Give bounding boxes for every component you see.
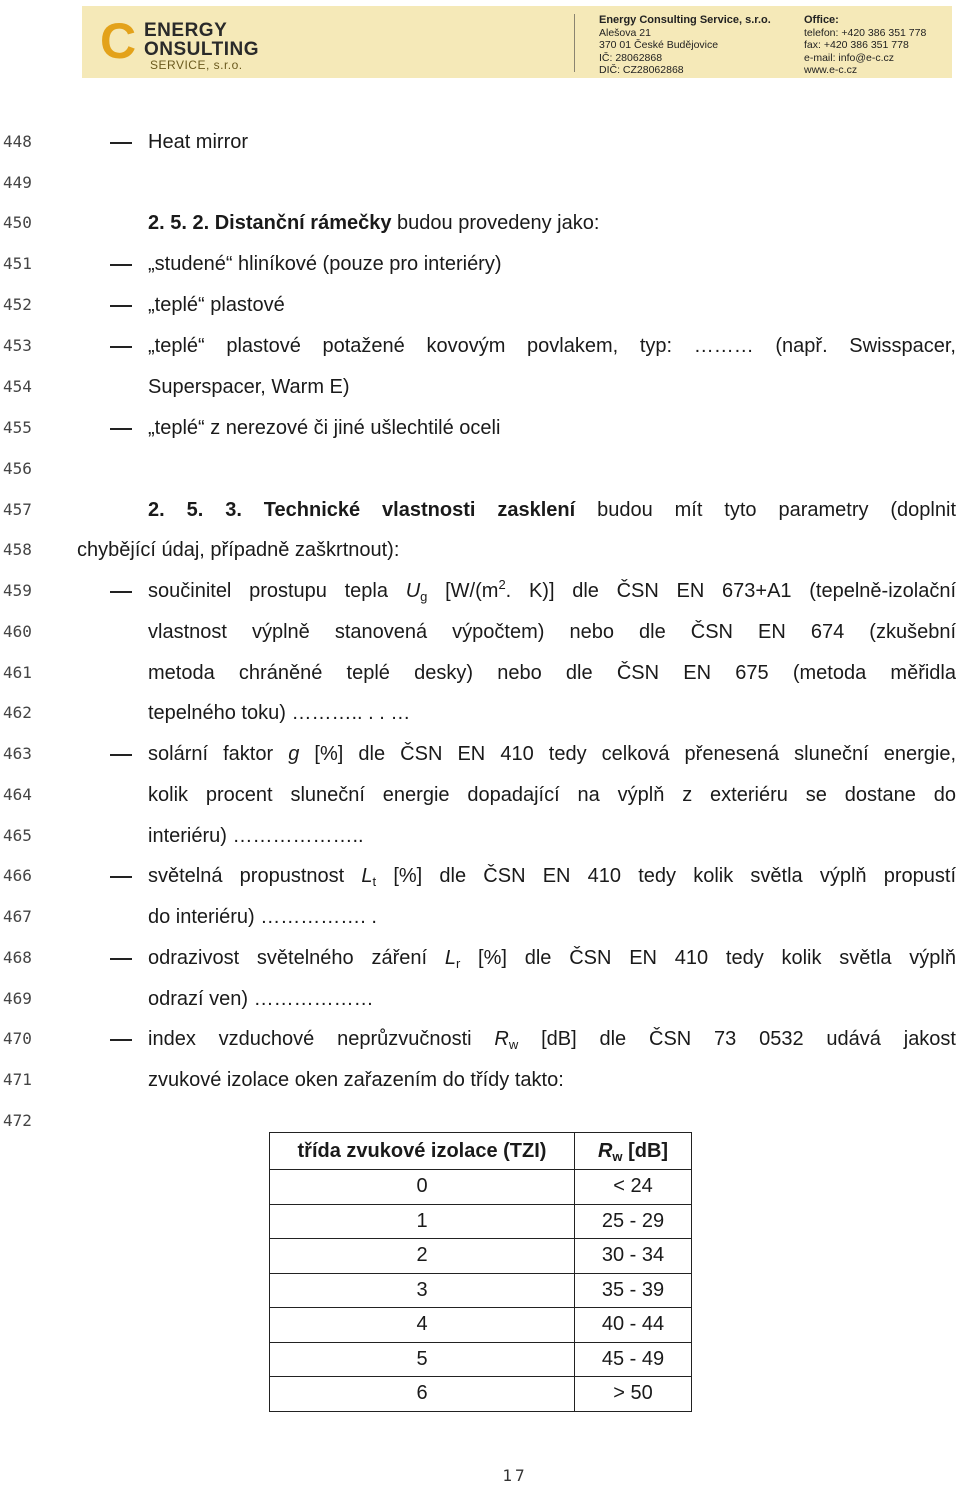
unit: [dB] [622,1139,669,1162]
text-span: světelná propustnost [148,865,362,887]
line-number: 472 [3,1111,32,1130]
list-item [148,742,956,766]
line-number: 469 [3,989,32,1008]
list-item-cont: metoda chráněné teplé desky) nebo dle ČSN EN 675 (metoda měřidla [148,662,956,684]
list-item-cont: interiéru) ……………….. [148,825,364,847]
line-number: 458 [3,540,32,559]
line-number: 448 [3,132,32,151]
company-info [599,14,771,77]
list-item: „teplé“ plastové [148,294,285,316]
logo-consulting-text: ONSULTING [144,39,259,60]
line-number: 467 [3,907,32,926]
list-item-cont: tepelného toku) ……….. . . … [148,702,411,724]
line-number: 471 [3,1070,32,1089]
bullet-dash [110,754,132,756]
company-city: 370 01 České Budějovice [599,39,719,51]
office-tel: telefon: +420 386 351 778 [804,26,927,39]
line-number: 450 [3,213,32,232]
table-header-row [270,1133,692,1170]
text-line: chybějící údaj, případně zaškrtnout): [77,539,400,561]
line-number: 464 [3,785,32,804]
table-cell: 2 [270,1239,575,1274]
line-number: 451 [3,254,32,273]
line-number: 470 [3,1029,32,1048]
symbol: g [288,743,300,765]
symbol: R [597,1139,613,1162]
table-header-class: třída zvukové izolace (TZI) [270,1133,575,1170]
office-fax: fax: +420 386 351 778 [804,39,909,51]
bullet-dash [110,346,132,348]
text-span: index vzduchové neprůzvučnosti [148,1028,495,1050]
table-cell: 0 [270,1170,575,1205]
symbol: U [405,580,421,602]
subscript: g [420,589,428,604]
table-row [270,1204,692,1239]
text-span: solární faktor [148,743,289,765]
subscript: w [508,1037,519,1052]
table-cell: 30 - 34 [575,1239,692,1274]
letterhead [82,6,952,78]
text-span: [%] dle ČSN EN 410 tedy celková přenesená sluneční energie, [299,743,957,765]
sound-insulation-table [269,1132,692,1412]
list-item-cont: vlastnost výplně stanovená výpočtem) nebo dle ČSN EN 674 (zkušební [148,621,956,643]
line-number: 449 [3,173,32,192]
text-span: odrazivost světelného záření [148,947,445,969]
text-line: Heat mirror [148,131,249,153]
bullet-dash [110,591,132,593]
text-line: budou mít tyto parametry (doplnit [575,499,956,521]
list-item-cont: Superspacer, Warm E) [148,376,350,398]
company-dic: DIČ: CZ28062868 [599,64,684,76]
office-title: Office: [804,14,839,26]
section-title: 2. 5. 3. Technické vlastnosti zasklení [148,499,576,521]
list-item [148,864,956,888]
list-item [148,579,956,603]
text-span: . K)] dle ČSN EN 673+A1 (tepelně-izolační [505,580,957,602]
table-cell: 3 [270,1273,575,1308]
text-span: [%] dle ČSN EN 410 tedy kolik světla výplň [460,947,956,969]
bullet-dash [110,958,132,960]
list-item-cont: odrazí ven) ……………… [148,988,374,1010]
list-item [148,946,956,970]
line-number: 456 [3,459,32,478]
logo-energy-text: ENERGY [144,20,228,41]
line-number: 461 [3,663,32,682]
line-number: 465 [3,826,32,845]
subscript: r [455,956,461,971]
company-street: Alešova 21 [599,26,651,39]
subscript: w [612,1148,623,1164]
list-item: „teplé“ z nerezové či jiné ušlechtilé oceli [148,417,501,439]
table-header-rw [575,1133,692,1170]
table-cell: 5 [270,1342,575,1377]
line-number: 466 [3,866,32,885]
table-row [270,1308,692,1343]
list-item-cont: kolik procent sluneční energie dopadající na výplň z exteriéru se dostane do [148,784,956,806]
line-number: 455 [3,418,32,437]
list-item: „teplé“ plastové potažené kovovým povlakem, typ: ……… (např. Swisspacer, [148,335,956,357]
symbol: L [444,947,456,969]
office-email[interactable]: e-mail: info@e-c.cz [804,51,895,64]
table-row [270,1342,692,1377]
table-cell: 35 - 39 [575,1273,692,1308]
line-number: 463 [3,744,32,763]
text-span: [dB] dle ČSN 73 0532 udává jakost [518,1028,956,1050]
table-row [270,1170,692,1205]
table-cell: 40 - 44 [575,1308,692,1343]
logo-c-mark: C [100,13,137,69]
table-row [270,1239,692,1274]
line-number: 459 [3,581,32,600]
table-row [270,1377,692,1412]
text-line: budou provedeny jako: [391,212,600,234]
office-info [804,14,926,77]
text-span: [W/(m [427,580,499,602]
section-heading [148,211,599,235]
company-logo [100,14,400,72]
bullet-dash [110,428,132,430]
bullet-dash [110,142,132,144]
list-item [148,1027,956,1051]
table-cell: < 24 [575,1170,692,1205]
line-number: 454 [3,377,32,396]
office-web[interactable]: www.e-c.cz [804,64,858,76]
list-item-cont: do interiéru) ……………. . [148,906,377,928]
company-ic: IČ: 28062868 [599,51,663,64]
bullet-dash [110,264,132,266]
symbol: L [361,865,373,887]
page-number: 17 [502,1466,528,1485]
subscript: t [372,874,377,889]
line-number: 453 [3,336,32,355]
line-number: 462 [3,703,32,722]
table-cell: > 50 [575,1377,692,1412]
line-number: 452 [3,295,32,314]
bullet-dash [110,305,132,307]
list-item-cont: zvukové izolace oken zařazením do třídy takto: [148,1069,564,1091]
bullet-dash [110,876,132,878]
section-number: 2. 5. 2. [148,212,210,234]
list-item: „studené“ hliníkové (pouze pro interiéry) [148,253,502,275]
table-cell: 45 - 49 [575,1342,692,1377]
text-span: [%] dle ČSN EN 410 tedy kolik světla výplň propustí [376,865,957,887]
section-title: Distanční rámečky [214,212,392,234]
line-number: 460 [3,622,32,641]
table-cell: 25 - 29 [575,1204,692,1239]
logo-service-text: SERVICE, s.r.o. [150,58,243,72]
line-number: 457 [3,500,32,519]
line-number: 468 [3,948,32,967]
superscript: 2 [498,577,506,592]
table-cell: 1 [270,1204,575,1239]
table-cell: 6 [270,1377,575,1412]
bullet-dash [110,1039,132,1041]
table-row [270,1273,692,1308]
header-divider [574,14,575,72]
symbol: R [494,1028,509,1050]
text-span: součinitel prostupu tepla [148,580,406,602]
table-cell: 4 [270,1308,575,1343]
section-heading [148,498,956,522]
company-name: Energy Consulting Service, s.r.o. [599,14,771,26]
